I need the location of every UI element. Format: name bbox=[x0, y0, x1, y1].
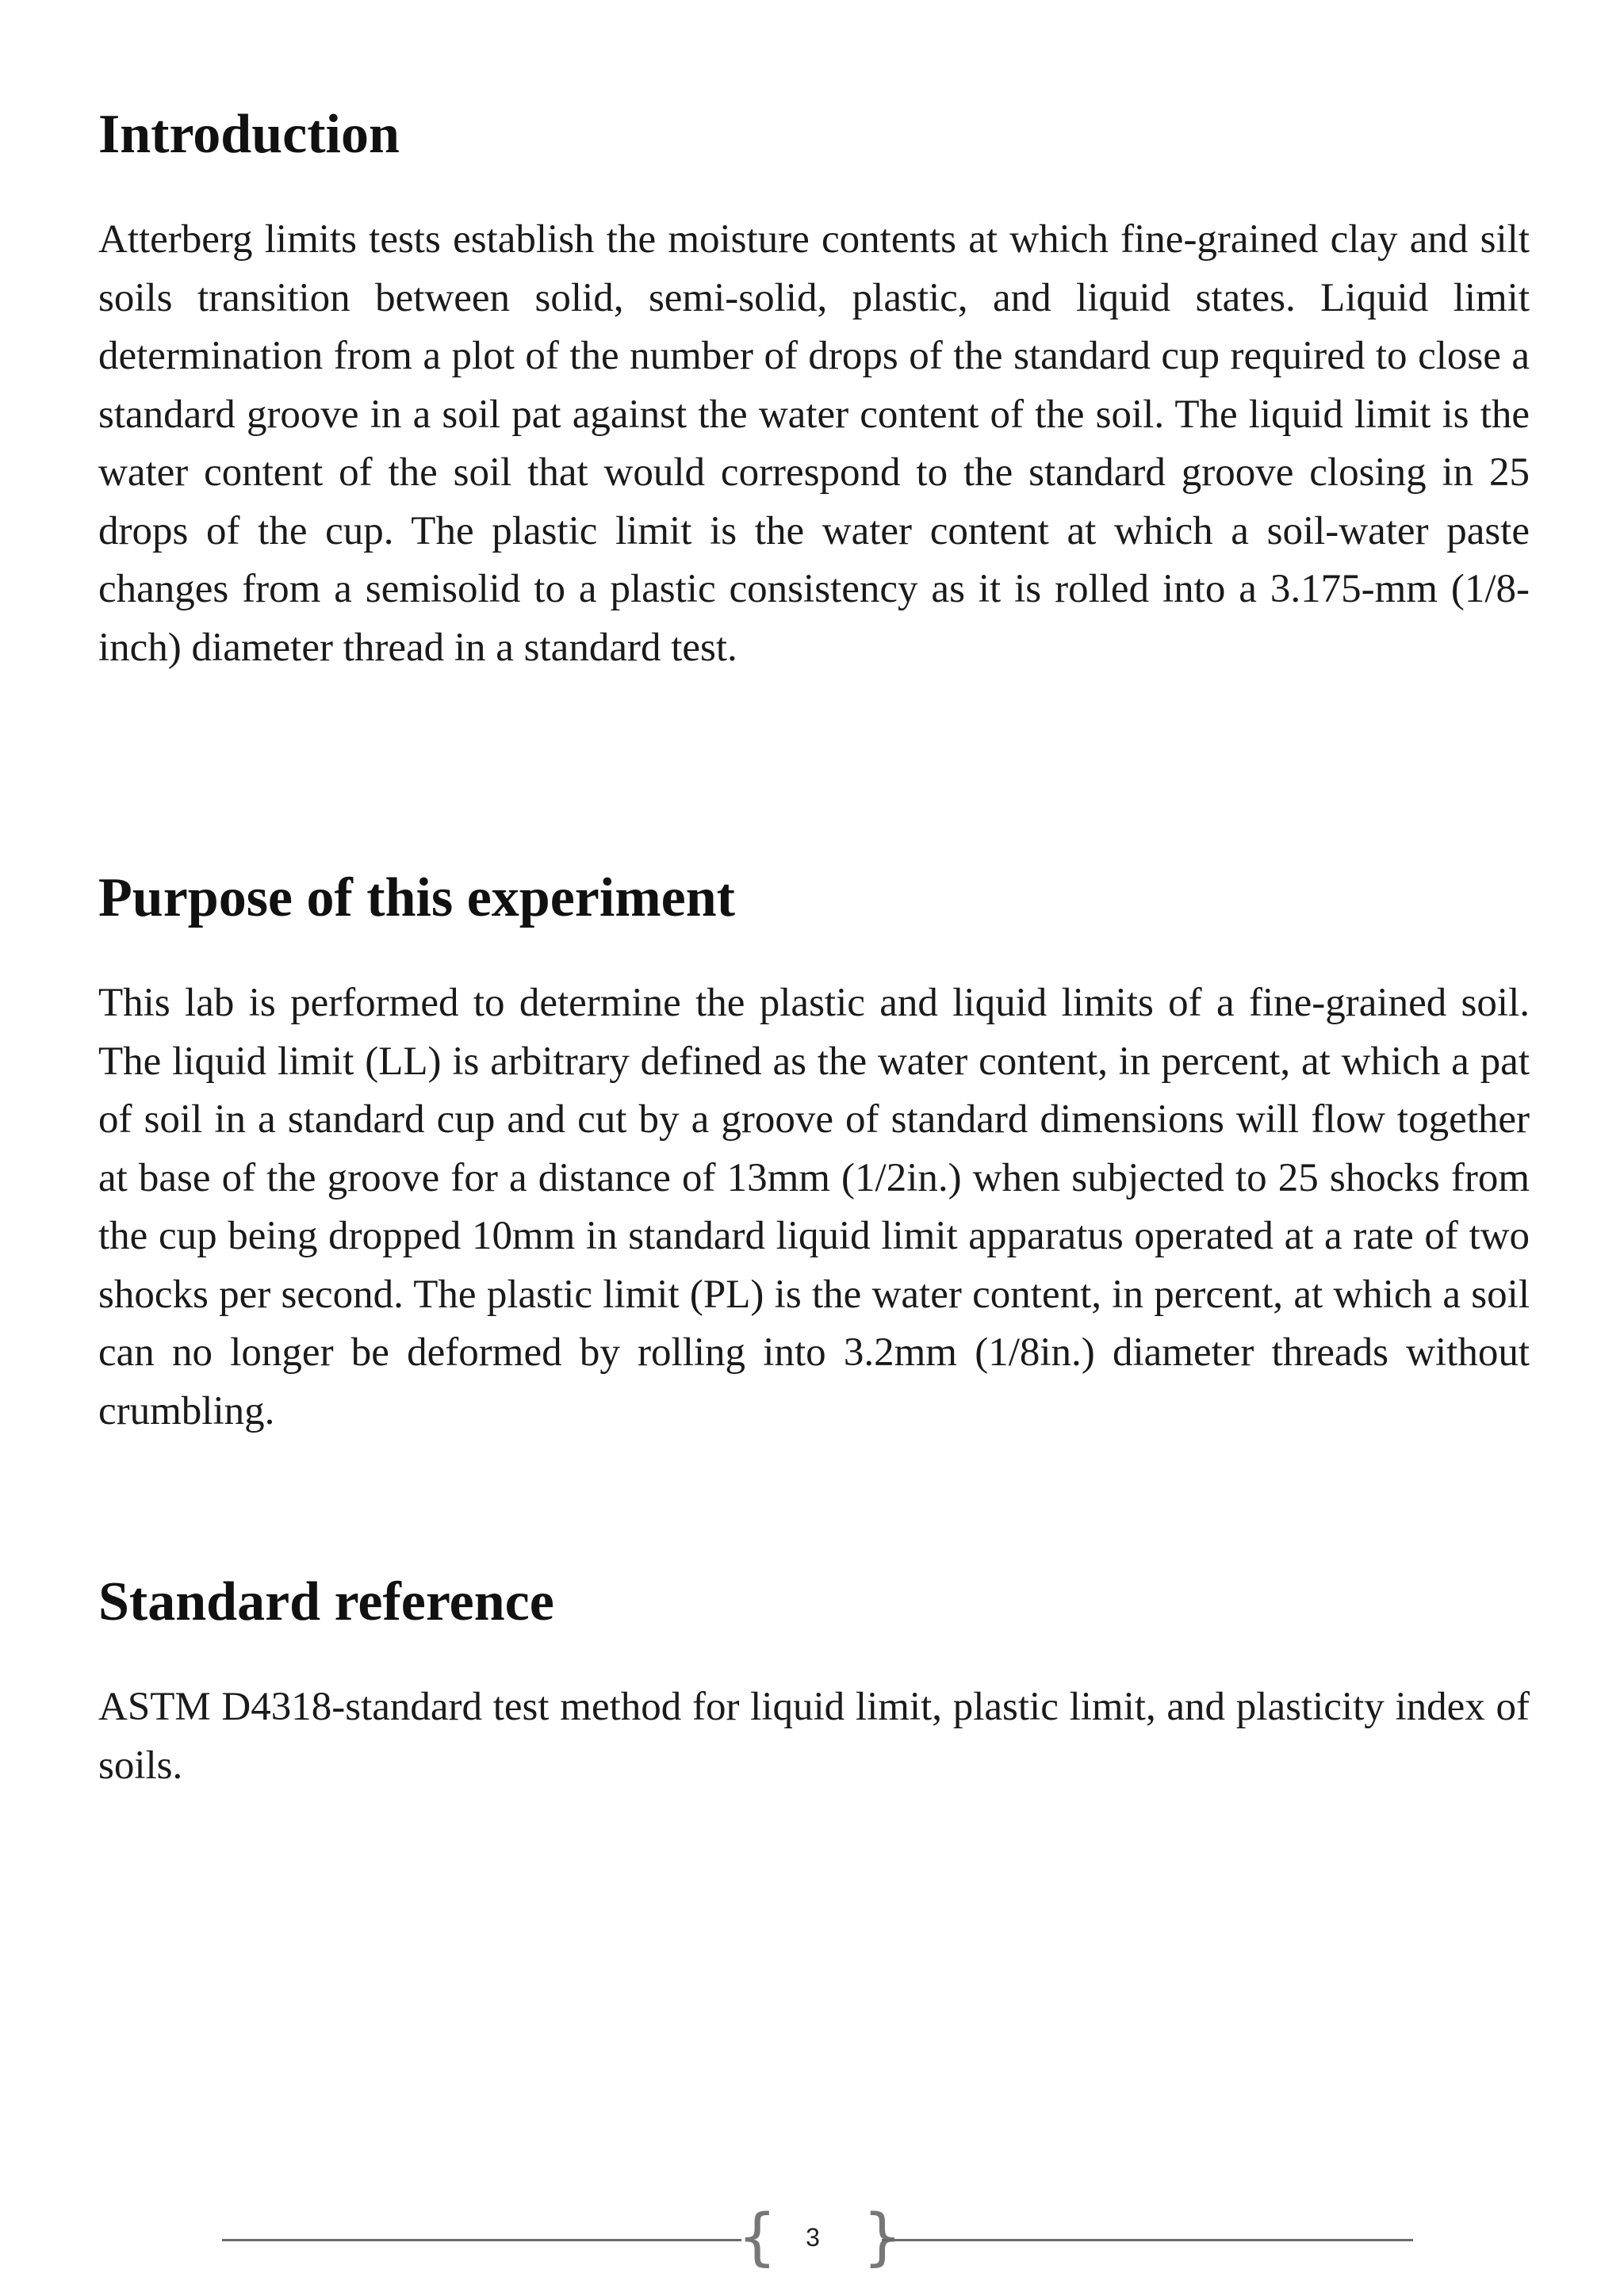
section-body-purpose: This lab is performed to determine the plastic and liquid limits of a fine-grained soil. The liquid limit (LL) is arbitrary defined as the water content, in percent, at which a pat of soil in a standard cup and cut by a groove of standard dimensions will flow together at base of the groove for a distance of 13mm (1/2in.) when subjected to 25 shocks from the cup being dropped 10mm in standard liquid limit apparatus operated at a rate of two shocks per second. The plastic limit (PL) is the water content, in percent, at which a soil can no longer be deformed by rolling into 3.2mm (1/8in.) diameter threads without crumbling. bbox=[98, 981, 1530, 1433]
section-purpose bbox=[98, 867, 1530, 1441]
footer-rule-left bbox=[222, 2239, 741, 2241]
section-heading-purpose: Purpose of this experiment bbox=[98, 867, 735, 928]
section-standard-reference bbox=[98, 1571, 1530, 1795]
section-heading-standard-reference: Standard reference bbox=[98, 1571, 554, 1632]
section-introduction bbox=[98, 103, 1530, 677]
page-number: 3 bbox=[806, 2223, 820, 2252]
section-body-standard-reference: ASTM D4318-standard test method for liquid limit, plastic limit, and plasticity index of soils. bbox=[98, 1685, 1530, 1788]
page-footer bbox=[0, 2204, 1624, 2275]
left-brace-icon: { bbox=[737, 2202, 777, 2273]
section-body-introduction: Atterberg limits tests establish the moisture contents at which fine-grained clay and silt soils transition between solid, semi-solid, plastic, and liquid states. Liquid limit determination from a plot of the number of drops of the standard cup required to close a standard groove in a soil pat against the water content of the soil. The liquid limit is the water content of the soil that would correspond to the standard groove closing in 25 drops of the cup. The plastic limit is the water content at which a soil-water paste changes from a semisolid to a plastic consistency as it is rolled into a 3.175-mm (1/8-inch) diameter thread in a standard test. bbox=[98, 217, 1530, 670]
right-brace-icon: } bbox=[863, 2202, 902, 2273]
footer-rule-right bbox=[882, 2239, 1413, 2241]
section-heading-introduction: Introduction bbox=[98, 104, 400, 165]
